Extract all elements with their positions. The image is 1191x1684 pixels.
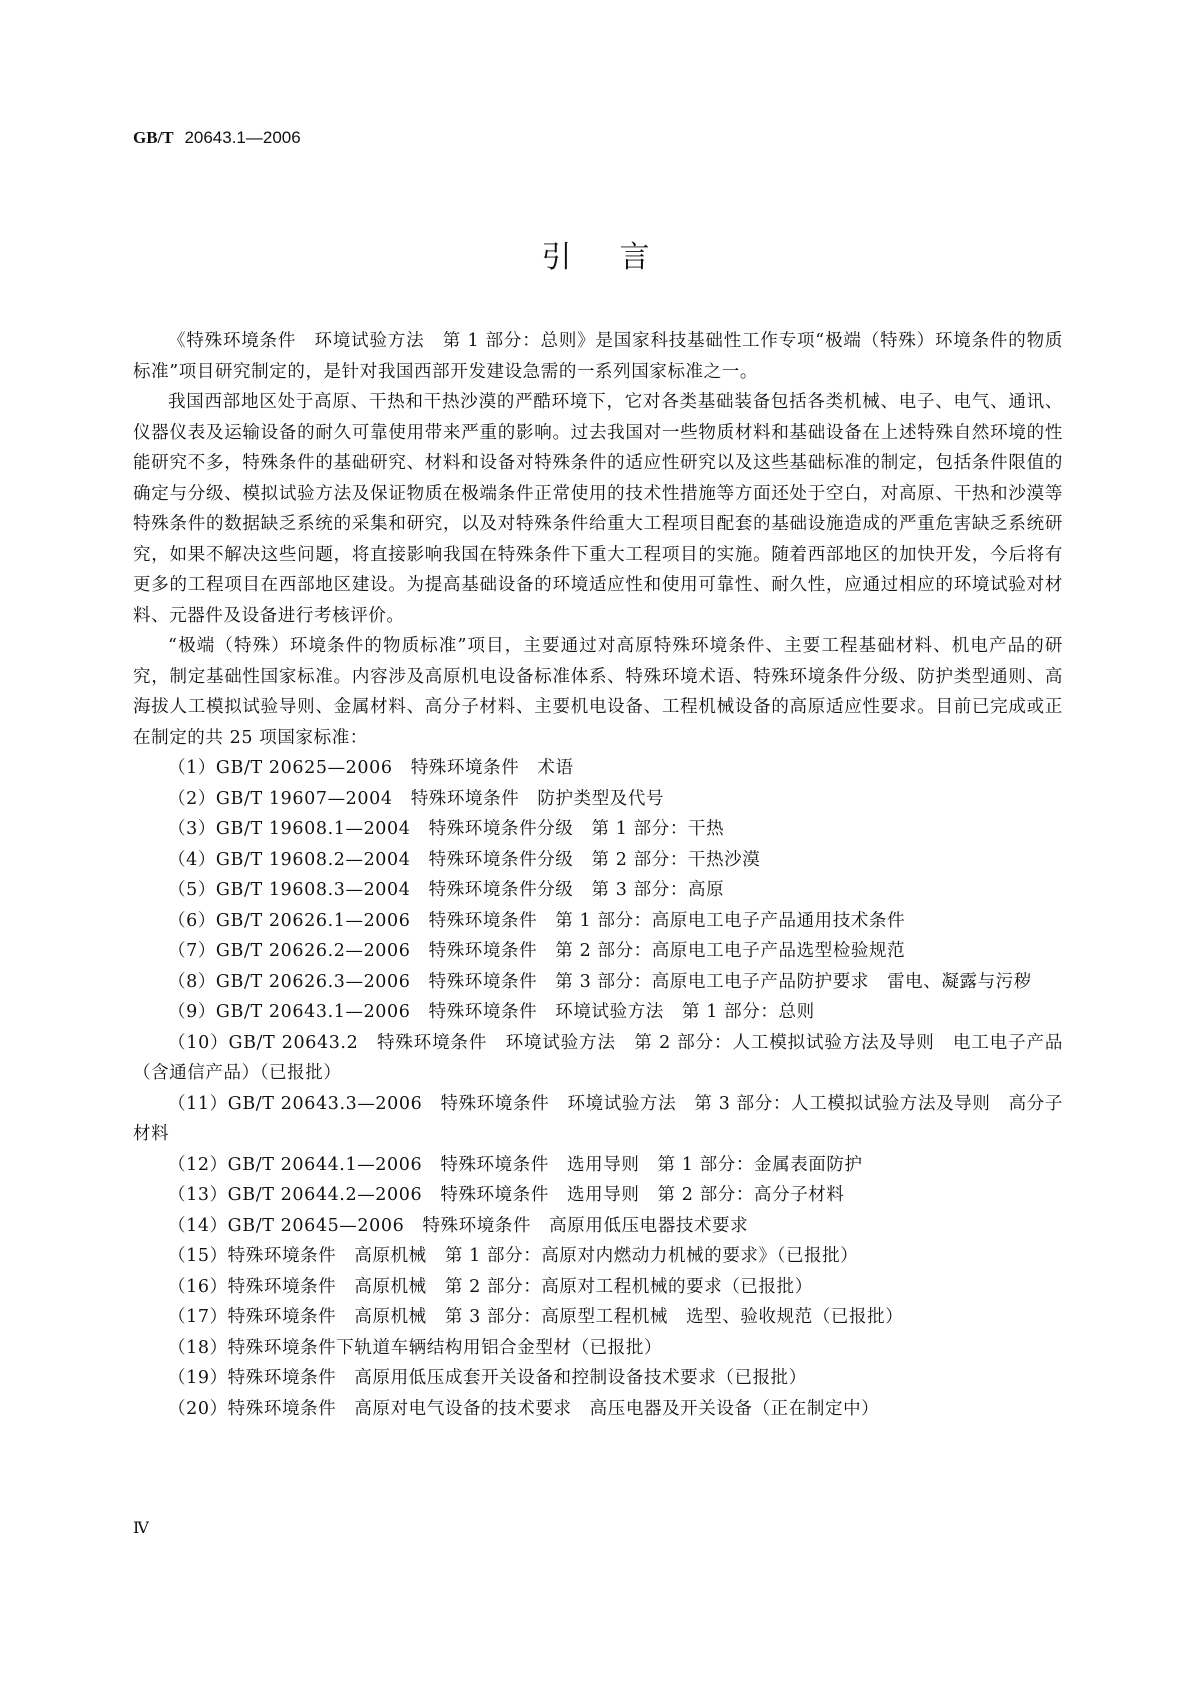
list-item: （17）特殊环境条件 高原机械 第 3 部分：高原型工程机械 选型、验收规范（已报批） (168, 1307, 904, 1327)
list-item: （20）特殊环境条件 高原对电气设备的技术要求 高压电器及开关设备（正在制定中） (168, 1398, 880, 1419)
paragraph: “极端（特殊）环境条件的物质标准”项目，主要通过对高原特殊环境条件、主要工程基础材料、机电产品的研究，制定基础性国家标准。内容涉及高原机电设备标准体系、特殊环境术语、特殊环境条件分级、防护类型通则、高海拔人工模拟试验导则、金属材料、高分子材料、主要机电设备、工程机械设备的高原适应性要求。目前已完成或正在制定的共 25 项国家标准： (133, 636, 1063, 748)
list-item: （16）特殊环境条件 高原机械 第 2 部分：高原对工程机械的要求（已报批） (168, 1276, 813, 1297)
page-number: Ⅳ (133, 1518, 149, 1537)
list-item: （6）GB/T 20626.1—2006 特殊环境条件 第 1 部分：高原电工电子产品通用技术条件 (168, 910, 906, 931)
introduction-body (133, 326, 1063, 1424)
list-item: （7）GB/T 20626.2—2006 特殊环境条件 第 2 部分：高原电工电子产品选型检验规范 (168, 941, 906, 961)
list-item: （10）GB/T 20643.2 特殊环境条件 环境试验方法 第 2 部分：人工模拟试验方法及导则 电工电子产品（含通信产品）（已报批） (133, 1032, 1063, 1083)
document-code (133, 128, 301, 148)
list-item: （4）GB/T 19608.2—2004 特殊环境条件分级 第 2 部分：干热沙漠 (168, 849, 761, 870)
list-item: （15）特殊环境条件 高原机械 第 1 部分：高原对内燃动力机械的要求》（已报批） (168, 1246, 859, 1266)
standards-list (133, 753, 1063, 1424)
list-item: （12）GB/T 20644.1—2006 特殊环境条件 选用导则 第 1 部分：金属表面防护 (168, 1154, 863, 1175)
list-item: （11）GB/T 20643.3—2006 特殊环境条件 环境试验方法 第 3 部分：人工模拟试验方法及导则 高分子材料 (133, 1093, 1063, 1144)
list-item: （8）GB/T 20626.3—2006 特殊环境条件 第 3 部分：高原电工电子产品防护要求 雷电、凝露与污秽 (168, 971, 1032, 992)
code-number: 20643.1—2006 (184, 128, 301, 147)
list-item: （1）GB/T 20625—2006 特殊环境条件 术语 (168, 758, 574, 778)
list-item: （5）GB/T 19608.3—2004 特殊环境条件分级 第 3 部分：高原 (168, 880, 725, 900)
page-title: 引言 (541, 240, 698, 275)
list-item: （14）GB/T 20645—2006 特殊环境条件 高原用低压电器技术要求 (168, 1215, 749, 1236)
paragraph: 《特殊环境条件 环境试验方法 第 1 部分：总则》是国家科技基础性工作专项“极端（特殊）环境条件的物质标准”项目研究制定的，是针对我国西部开发建设急需的一系列国家标准之一。 (133, 331, 1063, 382)
list-item: （2）GB/T 19607—2004 特殊环境条件 防护类型及代号 (168, 788, 665, 809)
list-item: （13）GB/T 20644.2—2006 特殊环境条件 选用导则 第 2 部分：高分子材料 (168, 1185, 845, 1205)
list-item: （3）GB/T 19608.1—2004 特殊环境条件分级 第 1 部分：干热 (168, 819, 725, 839)
list-item: （18）特殊环境条件下轨道车辆结构用铝合金型材（已报批） (168, 1337, 663, 1358)
list-item: （19）特殊环境条件 高原用低压成套开关设备和控制设备技术要求（已报批） (168, 1368, 807, 1388)
list-item: （9）GB/T 20643.1—2006 特殊环境条件 环境试验方法 第 1 部分：总则 (168, 1002, 815, 1022)
code-prefix: GB/T (133, 128, 174, 147)
paragraph: 我国西部地区处于高原、干热和干热沙漠的严酷环境下，它对各类基础装备包括各类机械、电子、电气、通讯、仪器仪表及运输设备的耐久可靠使用带来严重的影响。过去我国对一些物质材料和基础设备在上述特殊自然环境的性能研究不多，特殊条件的基础研究、材料和设备对特殊条件的适应性研究以及这些基础标准的制定，包括条件限值的确定与分级、模拟试验方法及保证物质在极端条件正常使用的技术性措施等方面还处于空白，对高原、干热和沙漠等特殊条件的数据缺乏系统的采集和研究，以及对特殊条件给重大工程项目配套的基础设施造成的严重危害缺乏系统研究，如果不解决这些问题，将直接影响我国在特殊条件下重大工程项目的实施。随着西部地区的加快开发，今后将有更多的工程项目在西部地区建设。为提高基础设备的环境适应性和使用可靠性、耐久性，应通过相应的环境试验对材料、元器件及设备进行考核评价。 (133, 392, 1063, 626)
